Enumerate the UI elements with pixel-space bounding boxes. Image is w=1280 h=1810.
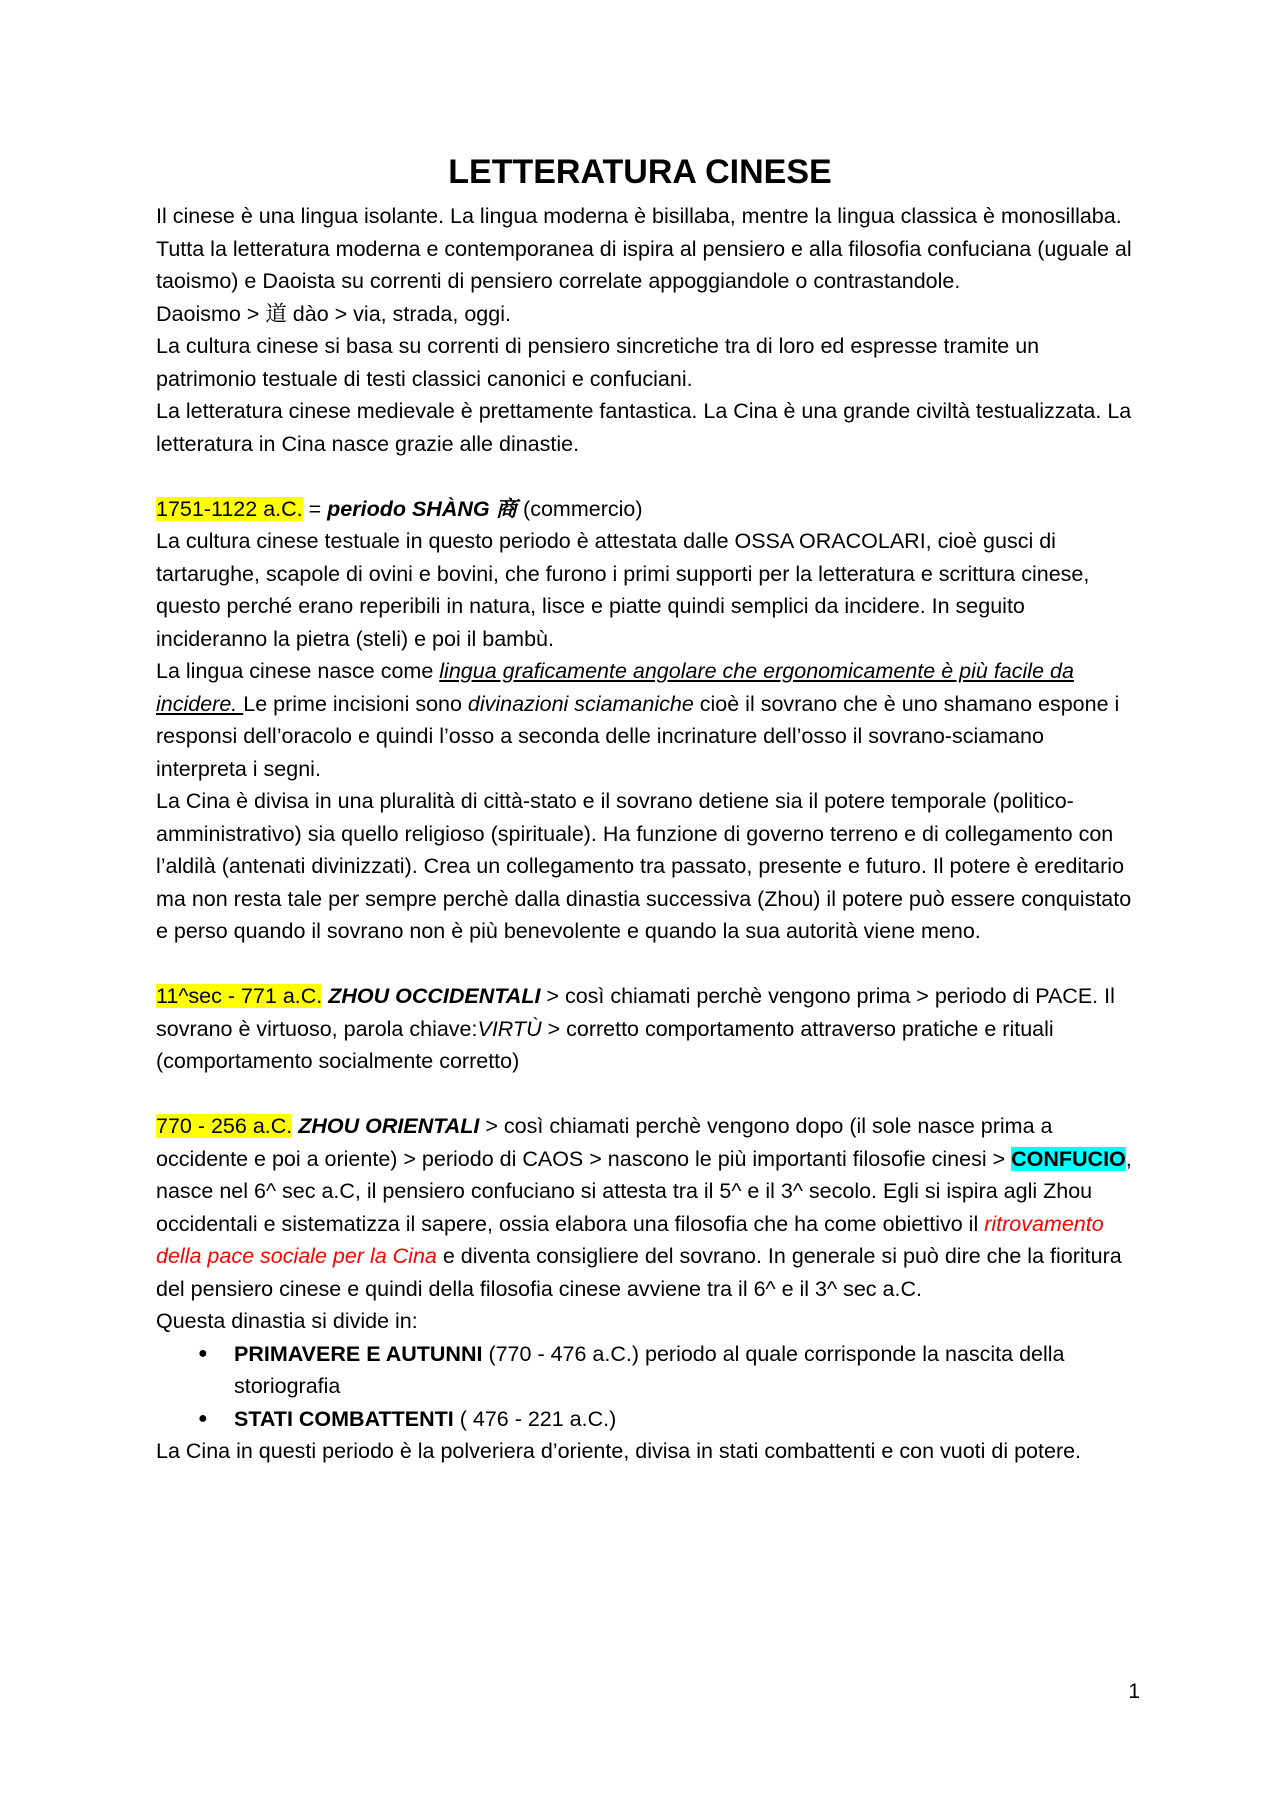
paragraph-gap [156,1078,1136,1111]
shang-heading [156,493,1136,526]
shang-note: (commercio) [517,496,643,521]
document-title: LETTERATURA CINESE [448,153,832,191]
zhou-orientali-name: ZHOU ORIENTALI [298,1114,480,1138]
list-item-text: (770 - 476 a.C.) periodo al quale corrisponde la nascita della storiografia [234,1341,1065,1398]
shang-paragraph: La Cina è divisa in una pluralità di città-stato e il sovrano detiene sia il potere temporale (politico-amministrativo) sia quello religioso (spirituale). Ha funzione di governo terreno e di collegamento con l’aldilà (antenati divinizzati). Crea un collegamento tra passato, presente e futuro. Il potere è ereditario ma non resta tale per sempre perchè dalla dinastia successiva (Zhou) il potere può essere conquistato e perso quando il sovrano non è più benevolente e quando la sua autorità viene meno. [156,789,1132,943]
shang-language-paragraph [156,655,1136,785]
bullet-list [156,1338,1136,1436]
document-body [156,200,1136,1468]
text-span: > corretto comportamento attraverso pratiche e rituali (comportamento socialmente corretto) [156,1016,1054,1073]
text-span: > così chiamati perchè vengono dopo (il sole nasce prima a occidente e poi a oriente) > periodo di CAOS > nascono le più importanti filosofie cinesi > [156,1114,1053,1171]
list-item-bold: PRIMAVERE E AUTUNNI [234,1341,483,1366]
intro-paragraph: La cultura cinese si basa su correnti di pensiero sincretiche tra di loro ed espresse tramite un patrimonio testuale di testi classici canonici e confuciani. [156,334,1040,391]
shang-equals: = [302,496,328,521]
paragraph-gap [156,460,1136,493]
virtu-keyword: VIRTÙ [477,1016,542,1041]
closing-paragraph: La Cina in questi periodo è la polveriera d’oriente, divisa in stati combattenti e con vuoti di potere. [156,1439,1082,1463]
shang-paragraph: La cultura cinese testuale in questo periodo è attestata dalle OSSA ORACOLARI, cioè gusci di tartarughe, scapole di ovini e bovini, che furono i primi supporti per la letteratura e scrittura cinese, questo perché erano reperibili in natura, lisce e piatte quindi semplici da incidere. In seguito incideranno la pietra (steli) e poi il bambù. [156,529,1090,651]
intro-paragraph: La letteratura cinese medievale è prettamente fantastica. La Cina è una grande civiltà testualizzata. La letteratura in Cina nasce grazie alle dinastie. [156,399,1132,456]
confucio-highlight: CONFUCIO [1011,1146,1126,1171]
text-span: > così chiamati perchè vengono prima > periodo di PACE. Il sovrano è virtuoso, parola chiave: [156,984,1115,1041]
zhou-orientali-date: 770 - 256 a.C. [156,1114,293,1138]
underlined-phrase: lingua graficamente angolare che ergonomicamente è più facile da incidere. [156,659,1074,716]
text-span: Le prime incisioni sono [243,691,468,716]
intro-paragraph: Il cinese è una lingua isolante. La lingua moderna è bisillaba, mentre la lingua classica è monosillaba. Tutta la letteratura moderna e contemporanea di ispira al pensiero e alla filosofia confuciana (uguale al taoismo) e Daoista su correnti di pensiero correlate appoggiandole o contrastandole. [156,204,1132,293]
zhou-occidentali-name: ZHOU OCCIDENTALI [328,984,541,1008]
list-item [156,1403,1136,1436]
zhou-occidentali-paragraph [156,980,1136,1078]
shang-date: 1751-1122 a.C. [156,496,303,521]
divide-line: Questa dinastia si divide in: [156,1309,418,1333]
page-number: 1 [1128,1680,1140,1703]
text-span: e diventa consigliere del sovrano. In generale si può dire che la fioritura del pensiero cinese e quindi della filosofia cinese avviene tra il 6^ e il 3^ sec a.C. [156,1244,1122,1301]
paragraph-gap [156,948,1136,981]
italic-phrase: divinazioni sciamaniche [467,691,694,716]
list-item [156,1338,1136,1403]
zhou-occidentali-date: 11^sec - 771 a.C. [156,984,323,1008]
text-span: cioè il sovrano che è uno shamano espone i responsi dell’oracolo e quindi l’osso a seconda delle incrinature dell’osso il sovrano-sciamano interpreta i segni. [156,691,1120,781]
daoismo-line: Daoismo > 道 dào > via, strada, oggi. [156,301,511,326]
text-span: La lingua cinese nasce come [156,659,440,683]
bullet-icon: ● [198,1344,208,1362]
text-span: , nasce nel 6^ sec a.C, il pensiero confuciano si attesta tra il 5^ e il 3^ secolo. Egli si ispira agli Zhou occidentali e sistematizza il sapere, ossia elabora una filosofia che ha come obiettivo il [156,1146,1132,1236]
shang-name: periodo SHÀNG 商 [327,496,518,521]
list-item-bold: STATI COMBATTENTI [234,1406,454,1431]
bullet-icon: ● [198,1409,208,1427]
red-italic-phrase: ritrovamento della pace sociale per la Cina [156,1211,1104,1268]
list-item-text: ( 476 - 221 a.C.) [453,1406,617,1431]
zhou-orientali-paragraph [156,1110,1136,1305]
